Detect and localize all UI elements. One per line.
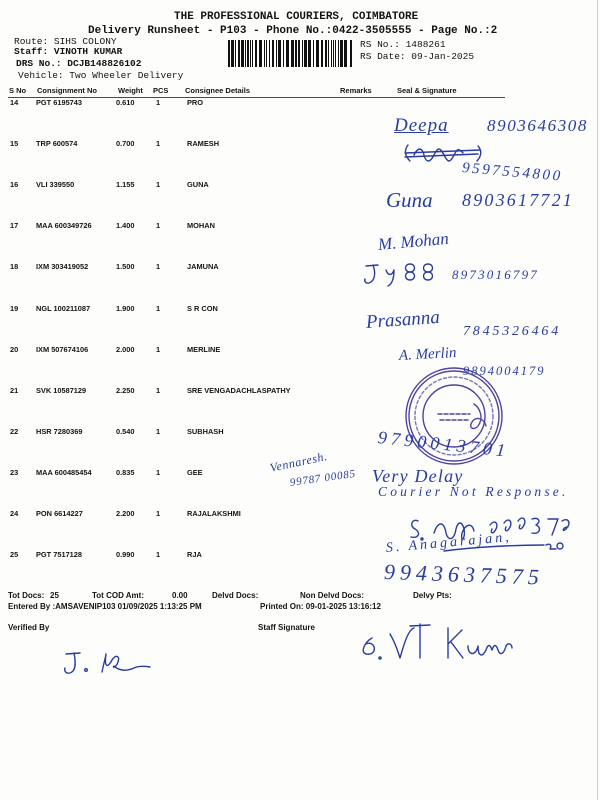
cell-sno: 22 <box>10 426 19 436</box>
handwritten-phone: 8903646308 <box>487 116 588 135</box>
delivered-docs-label: Delvd Docs: <box>212 591 259 600</box>
handwritten-phone: 7845326464 <box>463 324 561 339</box>
total-docs-value: 25 <box>50 591 59 600</box>
handwritten-signature: Prasanna <box>365 306 441 333</box>
cell-consignment: PGT 6195743 <box>36 98 83 107</box>
cell-consignment: PON 6614227 <box>36 509 83 518</box>
cell-consignee: MERLINE <box>187 344 221 354</box>
initials-signature <box>362 258 450 290</box>
cell-consignment: IXM 507674106 <box>36 344 89 354</box>
handwritten-signature: Guna <box>386 188 433 212</box>
scan-edge <box>597 0 598 800</box>
cell-sno: 21 <box>10 385 19 395</box>
cell-pcs: 1 <box>156 344 161 354</box>
cell-sno: 23 <box>10 467 19 477</box>
cell-consignment: MAA 600349726 <box>36 221 92 231</box>
cell-consignee: GEE <box>187 467 203 477</box>
cell-sno: 20 <box>10 344 19 354</box>
cell-sno: 18 <box>10 262 19 272</box>
cell-weight: 0.835 <box>116 467 135 477</box>
cell-weight: 0.540 <box>116 426 135 436</box>
cell-pcs: 1 <box>156 262 161 272</box>
barcode-bars <box>228 40 352 67</box>
cell-consignee: RAJALAKSHMI <box>187 509 241 518</box>
cell-consignee: S R CON <box>187 303 218 313</box>
route: Route: SIHS COLONY <box>14 36 117 47</box>
handwritten-phone: 9597554800 <box>461 160 564 185</box>
cell-pcs: 1 <box>156 139 161 149</box>
cell-weight: 1.900 <box>116 303 135 313</box>
cell-consignee: SUBHASH <box>187 426 224 436</box>
handwritten-remark: Vennaresh. <box>268 448 329 475</box>
total-cod-label: Tot COD Amt: <box>92 591 144 600</box>
handwritten-signature: Deepa <box>394 115 449 136</box>
cell-consignment: VLI 339550 <box>36 180 75 190</box>
vehicle: Vehicle: Two Wheeler Delivery <box>18 70 184 81</box>
cell-weight: 0.990 <box>116 550 135 560</box>
cell-consignment: SVK 10587129 <box>36 385 87 395</box>
rs-date: RS Date: 09-Jan-2025 <box>360 51 475 62</box>
table-row <box>0 180 520 190</box>
runsheet-title: Delivery Runsheet - P103 - Phone No.:0422-3505555 - Page No.:2 <box>88 25 498 37</box>
handwritten-phone: 9790013701 <box>376 427 511 461</box>
column-header-sno: S No <box>9 86 27 95</box>
cell-pcs: 1 <box>156 426 161 436</box>
cell-weight: 0.610 <box>116 98 135 107</box>
handwritten-phone: 9894004179 <box>463 364 546 378</box>
table-row <box>0 304 520 314</box>
cell-consignment: MAA 600485454 <box>36 467 92 477</box>
cell-pcs: 1 <box>156 385 161 395</box>
column-header-weight: Weight <box>118 86 143 95</box>
printed-on: Printed On: 09-01-2025 13:16:12 <box>260 602 381 611</box>
barcode <box>228 40 352 67</box>
non-delivered-docs-label: Non Delvd Docs: <box>300 591 365 600</box>
cell-sno: 14 <box>10 98 19 107</box>
entered-by: Entered By :AMSAVENIP103 01/09/2025 1:13:25 PM <box>8 602 202 611</box>
cell-weight: 2.000 <box>116 344 135 354</box>
company-name: THE PROFESSIONAL COURIERS, COIMBATORE <box>174 11 419 23</box>
cell-sno: 15 <box>10 139 19 149</box>
handwritten-phone: 8973016797 <box>452 267 539 282</box>
cell-weight: 1.500 <box>116 262 135 272</box>
staff: Staff: VINOTH KUMAR <box>14 46 123 57</box>
cell-weight: 2.200 <box>116 509 135 518</box>
handwritten-note: Courier Not Response. <box>378 484 569 499</box>
cell-sno: 25 <box>10 550 19 560</box>
cell-consignment: PGT 7517128 <box>36 550 83 560</box>
cell-weight: 0.700 <box>116 139 135 149</box>
cell-sno: 16 <box>10 180 19 190</box>
delivery-points-label: Delvy Pts: <box>413 591 452 600</box>
verifier-signature <box>62 646 162 680</box>
cell-pcs: 1 <box>156 467 161 477</box>
cell-weight: 1.400 <box>116 221 135 231</box>
cell-pcs: 1 <box>156 303 161 313</box>
column-header-pcs: PCS <box>153 86 169 95</box>
cell-weight: 1.155 <box>116 180 135 190</box>
column-header-signature: Seal & Signature <box>397 86 457 95</box>
cell-sno: 17 <box>10 221 19 231</box>
handwritten-phone: 9943637575 <box>383 559 545 590</box>
cell-weight: 2.250 <box>116 385 135 395</box>
staff-signature <box>350 616 525 666</box>
handwritten-signature: S. Anagarajan, <box>385 530 513 556</box>
handwritten-phone: 8903617721 <box>462 190 574 210</box>
staff-signature-label: Staff Signature <box>258 623 315 632</box>
cell-sno: 19 <box>10 303 19 313</box>
rs-number: RS No.: 1488261 <box>360 39 446 50</box>
cell-pcs: 1 <box>156 221 161 231</box>
verified-by-label: Verified By <box>8 623 50 632</box>
cell-consignee: GUNA <box>187 180 209 190</box>
column-header-consignment: Consignment No <box>37 86 97 95</box>
total-cod-value: 0.00 <box>172 591 188 600</box>
drs-number: DRS No.: DCJB148826102 <box>16 58 142 69</box>
cell-consignee: RAMESH <box>187 139 220 149</box>
cell-consignee: MOHAN <box>187 221 215 231</box>
handwritten-signature: M. Mohan <box>377 228 450 254</box>
cell-sno: 24 <box>10 509 19 518</box>
cell-consignment: HSR 7280369 <box>36 426 83 436</box>
cell-pcs: 1 <box>156 550 161 560</box>
handwritten-note: Very Delay <box>372 466 464 486</box>
cell-consignment: NGL 100211087 <box>36 303 91 313</box>
cell-consignee: SRE VENGADACHLASPATHY <box>187 385 291 395</box>
cell-pcs: 1 <box>156 509 161 518</box>
cell-pcs: 1 <box>156 98 161 107</box>
cell-pcs: 1 <box>156 180 161 190</box>
total-docs-label: Tot Docs: <box>8 591 45 600</box>
cell-consignment: IXM 303419052 <box>36 262 89 272</box>
handwritten-remark-phone: 99787 00085 <box>289 467 357 489</box>
cell-consignee: JAMUNA <box>187 262 219 272</box>
column-header-remarks: Remarks <box>340 86 372 95</box>
cell-consignment: TRP 600574 <box>36 139 78 149</box>
handwritten-signature: A. Merlin <box>398 345 457 364</box>
cell-consignee: RJA <box>187 550 202 560</box>
table-row <box>0 98 520 108</box>
column-header-consignee: Consignee Details <box>185 86 251 95</box>
cell-consignee: PRO <box>187 98 204 107</box>
